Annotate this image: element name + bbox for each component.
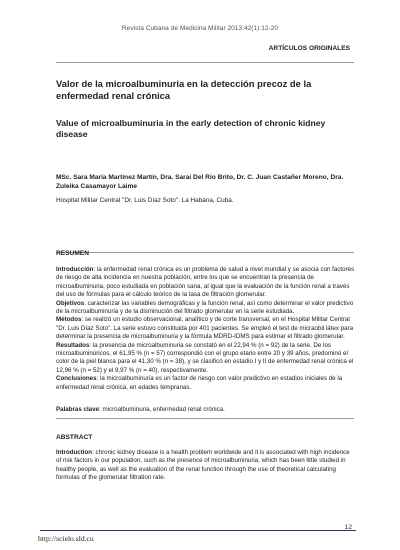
conclusiones-text: : la microalbuminuria es un factor de riesgo con valor predictivo en estadios iniciales de la enfermedad renal crónica, en edades tempranas.	[56, 375, 343, 391]
keywords	[56, 406, 356, 414]
title-english: Value of microalbuminuria in the early detection of chronic kidney disease	[56, 118, 326, 139]
resumen-resultados	[56, 342, 356, 376]
resumen-heading: RESUMEN	[56, 250, 89, 257]
divider-top	[56, 62, 354, 63]
resumen-metodos	[56, 316, 356, 341]
abstract-heading: ABSTRACT	[56, 434, 93, 441]
footer-divider	[40, 530, 356, 531]
affiliation: Hospital Militar Central "Dr. Luis Díaz Soto". La Habana, Cuba.	[56, 197, 234, 204]
introduction-text: : chronic kidney disease is a health problem worldwide and it is associated with high incidence of risk factors in our population, such as the presence of microalbuminuria, which has been little studied in healthy people, as well as the evaluation of the renal function through the use of theoretical calculating formulas of the glomerular filtration rate.	[56, 449, 350, 482]
conclusiones-label: Conclusiones	[56, 375, 97, 383]
objetivos-label: Objetivos	[56, 299, 85, 307]
objetivos-text: : caracterizar las variables demográficas y la función renal, así como determinar el valor predictivo de la microalbuminuria y de la disminución del filtrado glomerular en la serie estudiada.	[56, 299, 354, 316]
keywords-label: Palabras clave	[56, 406, 100, 413]
divider-abstract	[56, 418, 354, 419]
authors: MSc. Sara María Martínez Martín, Dra. Saraí Del Río Brito, Dr. C. Juan Castañer Moreno, Dra. Zuleika Casamayor Laime	[56, 174, 344, 190]
title-spanish: Valor de la microalbuminuria en la detección precoz de la enfermedad renal crónica	[56, 78, 312, 101]
metodos-text: : se realizó un estudio observacional, analítico y de corte transversal, en el Hospital Militar Central "Dr. Luis Díaz Soto". La serie estuvo constituida por 401 pacientes. Se empleó el test de micraobil látex para determinar la presencia de microalbuminuria y la fórmula MDRD-IDMS para estimar el filtrado glomerular.	[56, 316, 354, 341]
resumen-conclusiones	[56, 375, 356, 392]
resumen-objetivos	[56, 300, 356, 317]
footer-url[interactable]: http://scielo.sld.cu	[38, 534, 94, 543]
journal-header: Revista Cubana de Medicina Militar 2013;42(1):12-20	[121, 25, 279, 32]
resultados-label: Resultados	[56, 341, 90, 349]
divider-resumen	[56, 252, 354, 253]
resumen-body	[56, 266, 356, 392]
section-label: ARTÍCULOS ORIGINALES	[268, 45, 350, 52]
introduccion-text: : la enfermedad renal crónica es un problema de salud a nivel mundial y se asocia con factores de riesgo de alta incidencia en nuestra población, entre los que se encuentran la presencia de microalbuminuria, poco estudiada en población sana, al igual que la evaluación de la función renal a través del uso de fórmulas para el cálculo teórico de la tasa de filtración glomerular.	[56, 266, 355, 299]
metodos-label: Métodos	[56, 316, 82, 324]
resultados-text: : la presencia de microalbuminuria se constató en el 22,94 % (n = 92) de la serie. De los microalbuminúricos, el 61,95 % (n = 57) correspondió con el grupo etario entre 20 y 39 años, predominó el color de la piel blanca para el 41,30 % (n = 38), y se clasificó en estadio I y II de enfermedad renal crónica el 12,96 % (n = 52) y el 9,97 % (n = 40), respectivamente.	[56, 341, 354, 374]
resumen-introduccion	[56, 266, 356, 300]
introduccion-label: Introducción	[56, 266, 94, 273]
introduction-label: Introduction	[56, 449, 93, 456]
page-number: 12	[344, 524, 352, 531]
abstract-introduction	[56, 449, 356, 483]
keywords-text: : microalbuminuria, enfermedad renal crónica.	[99, 406, 225, 413]
